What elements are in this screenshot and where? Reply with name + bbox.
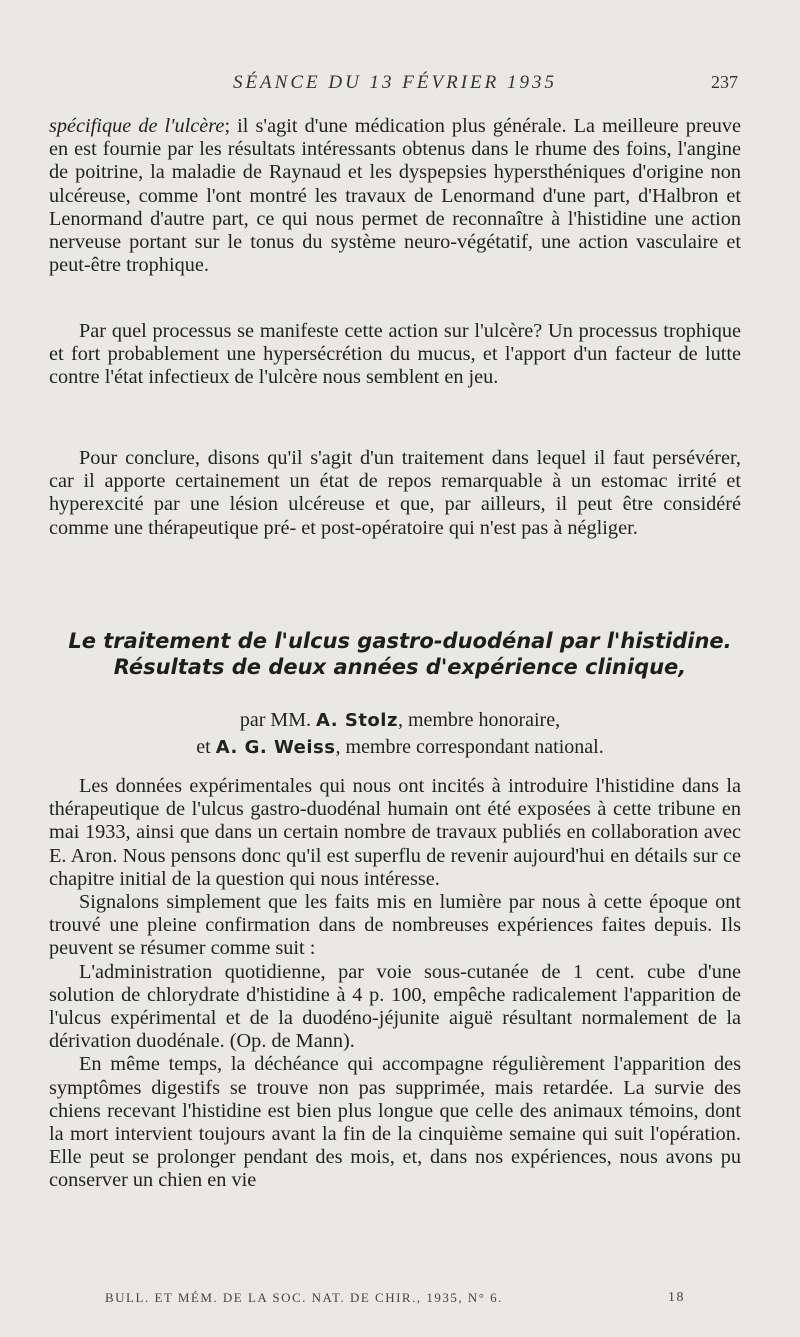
paragraph-signalons: Signalons simplement que les faits mis en lumière par nous à cette époque ont trouvé une pleine confirmation dans de nombreuses expériences faites depuis. Ils peuvent se résumer comme suit :: [49, 891, 741, 960]
continued-paragraph-block: [49, 115, 741, 277]
article-body: [49, 775, 741, 1193]
author-role-2: , membre correspondant national.: [335, 736, 604, 758]
paragraph-continuation: [49, 115, 741, 277]
article-title-line1: Le traitement de l'ulcus gastro-duodénal par l'histidine.: [68, 629, 732, 653]
running-title: SÉANCE DU 13 FÉVRIER 1935: [232, 72, 558, 93]
author-line-2: [40, 734, 760, 761]
author-name-2: A. G. Weiss: [215, 737, 336, 758]
paragraph-process: Par quel processus se manifeste cette action sur l'ulcère? Un processus trophique et fort probablement une hypersécrétion du mucus, et l'apport d'un facteur de lutte contre l'état infectieux de l'ulcère nous semblent en jeu.: [49, 320, 741, 389]
running-head: [50, 72, 740, 100]
conclusion-block: [49, 447, 741, 540]
author-line-1: [40, 707, 760, 734]
paragraph-block: [49, 320, 741, 390]
signature-mark: 18: [668, 1290, 685, 1305]
paragraph-decheance: En même temps, la déchéance qui accompagne régulièrement l'apparition des symptômes digestifs se trouve non pas supprimée, mais retardée. La survie des chiens recevant l'histidine est bien plus longue que celle des animaux témoins, dont la mort intervient toujours avant la fin de la cinquième semaine qui suit l'opération. Elle peut se prolonger pendant des mois, et, dans nos expériences, nous avons pu conserver un chien en vie: [49, 1053, 741, 1192]
author-name-1: A. Stolz: [315, 710, 398, 731]
author-role-1: , membre honoraire,: [397, 709, 561, 731]
paragraph-conclusion: Pour conclure, disons qu'il s'agit d'un traitement dans lequel il faut persévérer, car il apporte certainement un état de repos remarquable à un estomac irrité et hyperexcité par une lésion ulcéreuse et que, par ailleurs, il peut être considéré comme une thérapeutique pré- et post-opératoire qui n'est pas à négliger.: [49, 447, 741, 539]
paragraph-text: ; il s'agit d'une médication plus générale. La meilleure preuve en est fournie par les résultats intéressants obtenus dans le rhume des foins, l'angine de poitrine, la maladie de Raynaud et les dyspepsies hypersthéniques d'origine non ulcéreuse, comme l'ont montré les travaux de Lenormand d'une part, d'Halbron et Lenormand d'autre part, ce qui nous permet de reconnaître à l'histidine une action nerveuse portant sur le tonus du système neuro-végétatif, une action vasculaire et peut-être trophique.: [49, 115, 741, 277]
paragraph-intro: Les données expérimentales qui nous ont incités à introduire l'histidine dans la thérapeutique de l'ulcus gastro-duodénal humain ont été exposées à cette tribune en mai 1933, ainsi que dans un certain nombre de travaux publiés en collaboration avec E. Aron. Nous pensons donc qu'il est superflu de revenir aujourd'hui en détails sur ce chapitre initial de la question qui nous intéresse.: [49, 775, 741, 890]
page-footer: [105, 1290, 685, 1306]
italic-phrase: spécifique de l'ulcère: [49, 115, 225, 137]
article-title: [40, 628, 760, 680]
page-number: 237: [711, 72, 738, 92]
paragraph-administration: L'administration quotidienne, par voie sous-cutanée de 1 cent. cube d'une solution de chlorydrate d'histidine à 4 p. 100, empêche radicalement l'apparition de l'ulcus expérimental et de la duodéno-jéjunite aiguë résultant normalement de la dérivation duodénale. (Op. de Mann).: [49, 960, 741, 1053]
article-authors: [40, 707, 760, 761]
article-title-line2: Résultats de deux années d'expérience clinique,: [113, 655, 687, 679]
and-prefix: et: [196, 736, 211, 758]
footer-citation: BULL. ET MÉM. DE LA SOC. NAT. DE CHIR., 1935, N° 6.: [105, 1290, 503, 1305]
by-prefix: par MM.: [239, 709, 311, 731]
